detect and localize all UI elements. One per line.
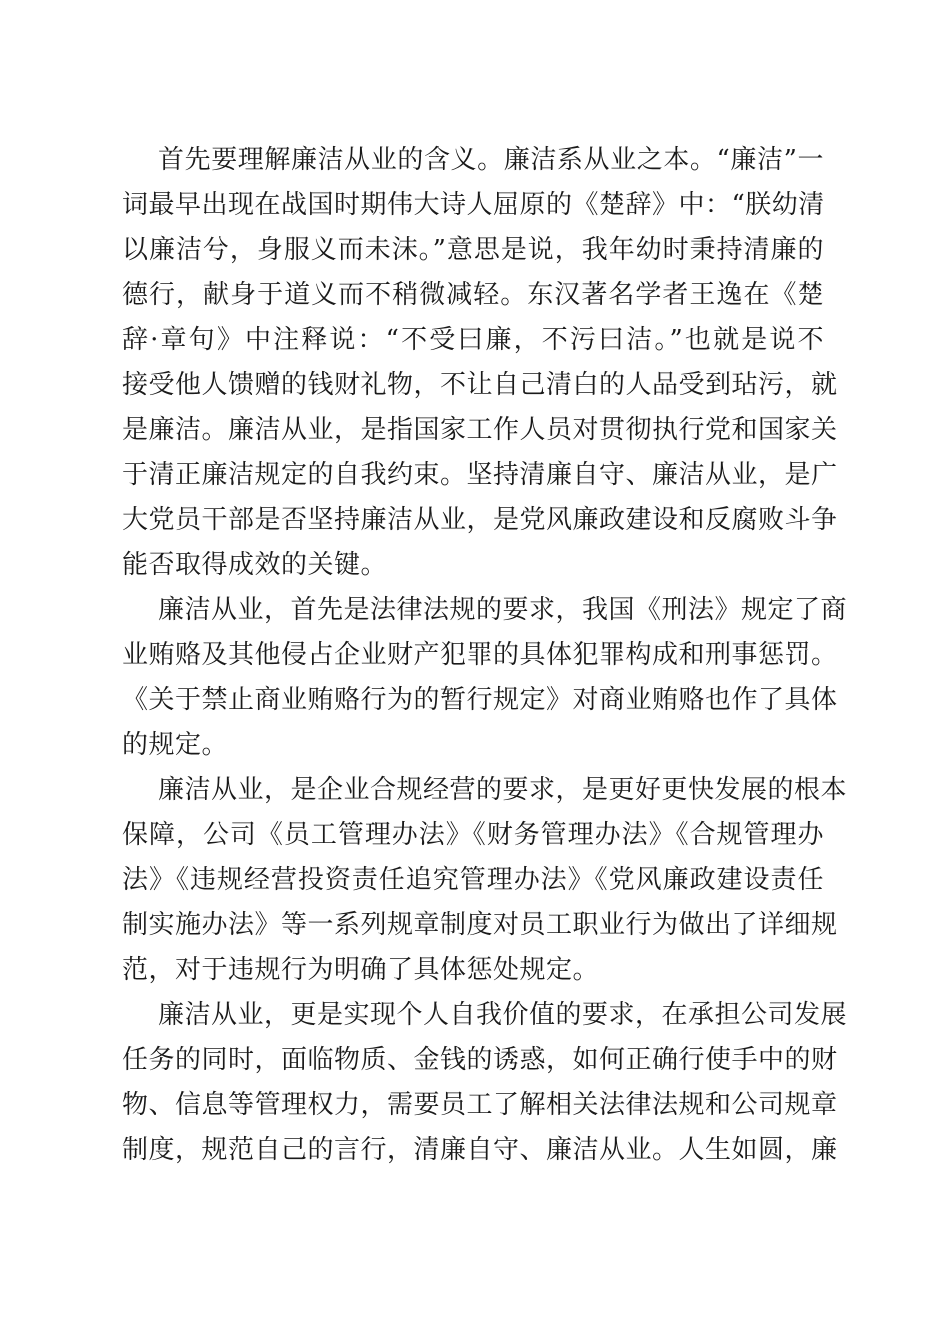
text-line: 廉洁从业，更是实现个人自我价值的要求，在承担公司发展 [158, 1000, 848, 1030]
text-line: 《关于禁止商业贿赂行为的暂行规定》对商业贿赂也作了具体 [122, 685, 838, 715]
text-line: 制度，规范自己的言行，清廉自守、廉洁从业。人生如圆，廉 [122, 1135, 838, 1165]
paragraph-meaning-of-integrity [122, 138, 838, 588]
text-line: 廉洁从业，首先是法律法规的要求，我国《刑法》规定了商 [158, 595, 848, 625]
text-line: 制实施办法》等一系列规章制度对员工职业行为做出了详细规 [122, 910, 838, 940]
text-line: 的规定。 [122, 730, 229, 760]
text-line: 德行，献身于道义而不稍微减轻。东汉著名学者王逸在《楚 [122, 280, 824, 310]
text-line: 业贿赂及其他侵占企业财产犯罪的具体犯罪构成和刑事惩罚。 [122, 640, 838, 670]
text-line: 物、信息等管理权力，需要员工了解相关法律法规和公司规章 [122, 1090, 838, 1120]
text-line: 辞·章句》中注释说：“不受曰廉，不污曰洁。”也就是说不 [122, 325, 824, 355]
text-line: 是廉洁。廉洁从业，是指国家工作人员对贯彻执行党和国家关 [122, 415, 838, 445]
text-line: 廉洁从业，是企业合规经营的要求，是更好更快发展的根本 [158, 775, 848, 805]
paragraph-compliance-requirement [122, 768, 848, 993]
text-line: 以廉洁兮，身服义而未沫。”意思是说，我年幼时秉持清廉的 [122, 235, 824, 265]
text-line: 能否取得成效的关键。 [122, 550, 388, 580]
text-line: 保障，公司《员工管理办法》《财务管理办法》《合规管理办 [122, 820, 824, 850]
document-body [122, 138, 848, 1173]
text-line: 词最早出现在战国时期伟大诗人屈原的《楚辞》中：“朕幼清 [122, 190, 825, 220]
text-line: 于清正廉洁规定的自我约束。坚持清廉自守、廉洁从业，是广 [122, 460, 838, 490]
paragraph-personal-value [122, 993, 848, 1173]
text-line: 范，对于违规行为明确了具体惩处规定。 [122, 955, 600, 985]
text-line: 法》《违规经营投资责任追究管理办法》《党风廉政建设责任 [122, 865, 824, 895]
text-line: 任务的同时，面临物质、金钱的诱惑，如何正确行使手中的财 [122, 1045, 838, 1075]
text-line: 接受他人馈赠的钱财礼物，不让自己清白的人品受到玷污，就 [122, 370, 838, 400]
paragraph-legal-requirement [122, 588, 848, 768]
text-line: 大党员干部是否坚持廉洁从业，是党风廉政建设和反腐败斗争 [122, 505, 838, 535]
text-line: 首先要理解廉洁从业的含义。廉洁系从业之本。“廉洁”一 [158, 145, 824, 175]
